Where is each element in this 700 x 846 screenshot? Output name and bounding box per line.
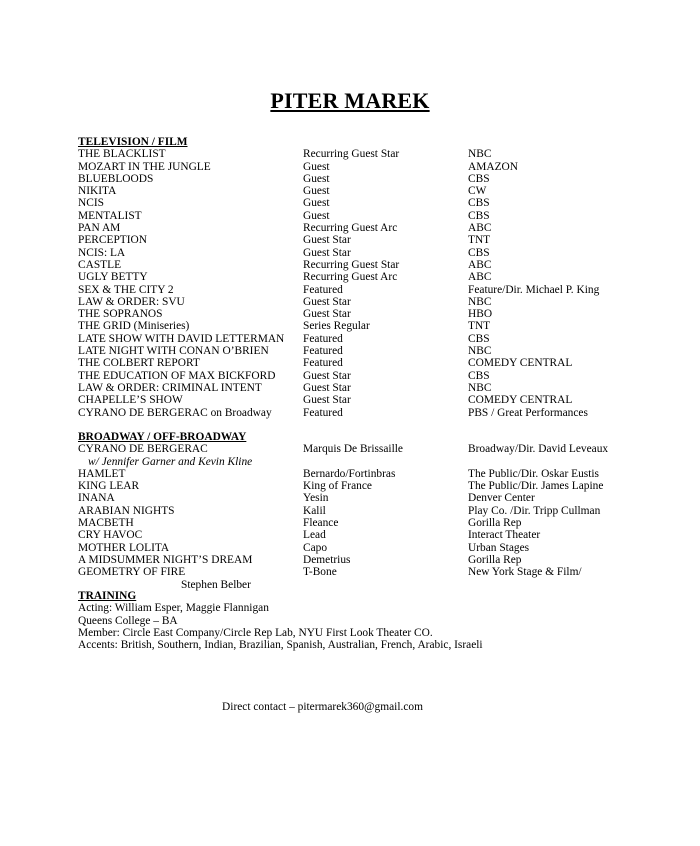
credit-role: Guest — [303, 197, 330, 210]
broadway-heading: BROADWAY / OFF-BROADWAY — [78, 431, 247, 443]
credit-venue: CBS — [468, 369, 490, 382]
credit-title: CRY HAVOC — [78, 529, 143, 542]
credit-role: Featured — [303, 345, 343, 358]
credit-venue: NBC — [468, 381, 492, 394]
credit-role: Guest Star — [303, 381, 351, 394]
credit-venue: NBC — [468, 148, 492, 161]
credit-row — [78, 197, 638, 209]
credit-role: Featured — [303, 406, 343, 419]
credit-role: Guest — [303, 160, 330, 173]
credit-title: A MIDSUMMER NIGHT’S DREAM — [78, 553, 253, 566]
credit-title: MOZART IN THE JUNGLE — [78, 160, 211, 173]
credit-title: KING LEAR — [78, 480, 140, 493]
credit-venue: The Public/Dir. James Lapine — [468, 480, 604, 493]
credit-role: Featured — [303, 283, 343, 296]
credit-row — [78, 370, 638, 382]
credit-title: THE COLBERT REPORT — [78, 357, 200, 370]
credit-row — [78, 271, 638, 283]
credit-venue: COMEDY CENTRAL — [468, 357, 573, 370]
credit-title: NCIS — [78, 197, 104, 210]
credit-row — [78, 234, 638, 246]
credit-venue: ABC — [468, 271, 492, 284]
credit-role: Guest — [303, 172, 330, 185]
credit-note: w/ Jennifer Garner and Kevin Kline — [88, 455, 253, 468]
credit-title: LAW & ORDER: CRIMINAL INTENT — [78, 381, 262, 394]
broadway-section — [78, 431, 638, 591]
training-line: Member: Circle East Company/Circle Rep Lab, NYU First Look Theater CO. — [78, 626, 433, 639]
credit-row — [78, 333, 638, 345]
credit-title: LATE NIGHT WITH CONAN O’BRIEN — [78, 345, 269, 358]
credit-venue: AMAZON — [468, 160, 518, 173]
resume-name: PITER MAREK — [270, 88, 430, 113]
credit-venue: ABC — [468, 258, 492, 271]
credit-row — [78, 185, 638, 197]
credit-title: MOTHER LOLITA — [78, 541, 170, 554]
credit-venue: CBS — [468, 246, 490, 259]
credit-row — [78, 394, 638, 406]
credit-title: NCIS: LA — [78, 246, 126, 259]
credit-role: Series Regular — [303, 320, 370, 333]
credit-role: Recurring Guest Arc — [303, 222, 398, 235]
credit-title: ARABIAN NIGHTS — [78, 504, 175, 517]
credit-row — [78, 492, 638, 504]
credit-role: Guest Star — [303, 234, 351, 247]
credit-title: INANA — [78, 492, 115, 505]
credit-title: CYRANO DE BERGERAC on Broadway — [78, 406, 272, 419]
credit-venue: COMEDY CENTRAL — [468, 394, 573, 407]
credit-row — [78, 382, 638, 394]
credit-row — [78, 480, 638, 492]
training-heading: TRAINING — [78, 590, 137, 602]
credit-row — [78, 517, 638, 529]
credit-row — [78, 247, 638, 259]
credit-row — [78, 357, 638, 369]
credit-role: Yesin — [303, 492, 329, 505]
credit-row — [78, 345, 638, 357]
credit-row — [78, 161, 638, 173]
credit-venue: NBC — [468, 295, 492, 308]
credit-title: PERCEPTION — [78, 234, 147, 247]
training-line: Queens College – BA — [78, 614, 178, 627]
credit-venue: CBS — [468, 172, 490, 185]
training-list — [78, 602, 638, 651]
credit-venue: CBS — [468, 209, 490, 222]
broadway-list — [78, 468, 638, 579]
credit-title: HAMLET — [78, 467, 126, 480]
credit-venue: PBS / Great Performances — [468, 406, 588, 419]
tv-film-heading: TELEVISION / FILM — [78, 136, 188, 148]
credit-title: NIKITA — [78, 185, 117, 198]
credit-role: Lead — [303, 529, 326, 542]
credit-role: King of France — [303, 480, 372, 493]
credit-title: CASTLE — [78, 258, 122, 271]
credit-title: MENTALIST — [78, 209, 142, 222]
credit-venue: ABC — [468, 222, 492, 235]
credit-venue: CBS — [468, 332, 490, 345]
credit-role: Guest Star — [303, 246, 351, 259]
credit-venue: TNT — [468, 320, 491, 333]
training-line: Accents: British, Southern, Indian, Brazilian, Spanish, Australian, French, Arabic, Israeli — [78, 639, 483, 652]
credit-venue: Gorilla Rep — [468, 517, 522, 530]
credit-title: THE GRID (Miniseries) — [78, 320, 190, 333]
credit-title: LATE SHOW WITH DAVID LETTERMAN — [78, 332, 285, 345]
credit-venue: Interact Theater — [468, 529, 541, 542]
credit-role: Guest Star — [303, 394, 351, 407]
credit-role: Guest Star — [303, 369, 351, 382]
credit-role: Guest — [303, 209, 330, 222]
credit-title: THE EDUCATION OF MAX BICKFORD — [78, 369, 276, 382]
credit-row — [78, 284, 638, 296]
credit-venue: Gorilla Rep — [468, 553, 522, 566]
credit-role: Kalil — [303, 504, 326, 517]
credit-row — [78, 407, 638, 419]
credit-row — [78, 529, 638, 541]
credit-title: GEOMETRY OF FIRE — [78, 566, 186, 579]
credit-row — [78, 222, 638, 234]
credit-role: Recurring Guest Arc — [303, 271, 398, 284]
credit-role: Marquis De Brissaille — [303, 443, 403, 456]
credit-role: Capo — [303, 541, 328, 554]
credit-role: Recurring Guest Star — [303, 258, 400, 271]
credit-role: Guest — [303, 185, 330, 198]
credit-title: MACBETH — [78, 517, 134, 530]
credit-row — [78, 320, 638, 332]
credit-venue: Feature/Dir. Michael P. King — [468, 283, 600, 296]
credit-role: T-Bone — [303, 566, 337, 579]
credit-role: Guest Star — [303, 295, 351, 308]
credit-title: THE SOPRANOS — [78, 308, 163, 321]
credit-row — [78, 210, 638, 222]
credit-role: Featured — [303, 332, 343, 345]
credit-row — [78, 566, 638, 578]
credit-role: Fleance — [303, 517, 339, 530]
credit-venue: CBS — [468, 197, 490, 210]
credit-role: Guest Star — [303, 308, 351, 321]
credit-row — [78, 173, 638, 185]
credit-row — [78, 259, 638, 271]
credit-row — [78, 468, 638, 480]
credit-title: CHAPELLE’S SHOW — [78, 394, 183, 407]
credit-venue: Denver Center — [468, 492, 535, 505]
training-section — [78, 590, 638, 651]
credit-row — [78, 148, 638, 160]
credit-venue: New York Stage & Film/ — [468, 566, 582, 579]
credit-venue: The Public/Dir. Oskar Eustis — [468, 467, 599, 480]
credit-venue: Urban Stages — [468, 541, 530, 554]
credit-venue: Play Co. /Dir. Tripp Cullman — [468, 504, 601, 517]
credit-row — [78, 308, 638, 320]
credit-title: PAN AM — [78, 222, 121, 235]
credit-row — [78, 542, 638, 554]
tv-film-list — [78, 148, 638, 419]
credit-venue: Broadway/Dir. David Leveaux — [468, 443, 609, 456]
credit-role: Bernardo/Fortinbras — [303, 467, 396, 480]
tv-film-section — [78, 136, 638, 419]
credit-title: CYRANO DE BERGERAC — [78, 443, 208, 456]
credit-title: THE BLACKLIST — [78, 148, 166, 161]
credit-row — [78, 505, 638, 517]
credit-row — [78, 296, 638, 308]
training-line: Acting: William Esper, Maggie Flannigan — [78, 602, 269, 615]
credit-venue: HBO — [468, 308, 493, 321]
credit-role: Recurring Guest Star — [303, 148, 400, 161]
credit-wrap-line: Stephen Belber — [181, 578, 251, 591]
credit-venue: CW — [468, 185, 487, 198]
credit-venue: TNT — [468, 234, 491, 247]
credit-title: BLUEBLOODS — [78, 172, 154, 185]
credit-venue: NBC — [468, 345, 492, 358]
contact-line: Direct contact – pitermarek360@gmail.com — [222, 701, 423, 713]
credit-role: Demetrius — [303, 553, 351, 566]
credit-title: UGLY BETTY — [78, 271, 148, 284]
credit-title: SEX & THE CITY 2 — [78, 283, 174, 296]
credit-row — [78, 443, 638, 455]
credit-title: LAW & ORDER: SVU — [78, 295, 185, 308]
credit-row — [78, 554, 638, 566]
credit-role: Featured — [303, 357, 343, 370]
